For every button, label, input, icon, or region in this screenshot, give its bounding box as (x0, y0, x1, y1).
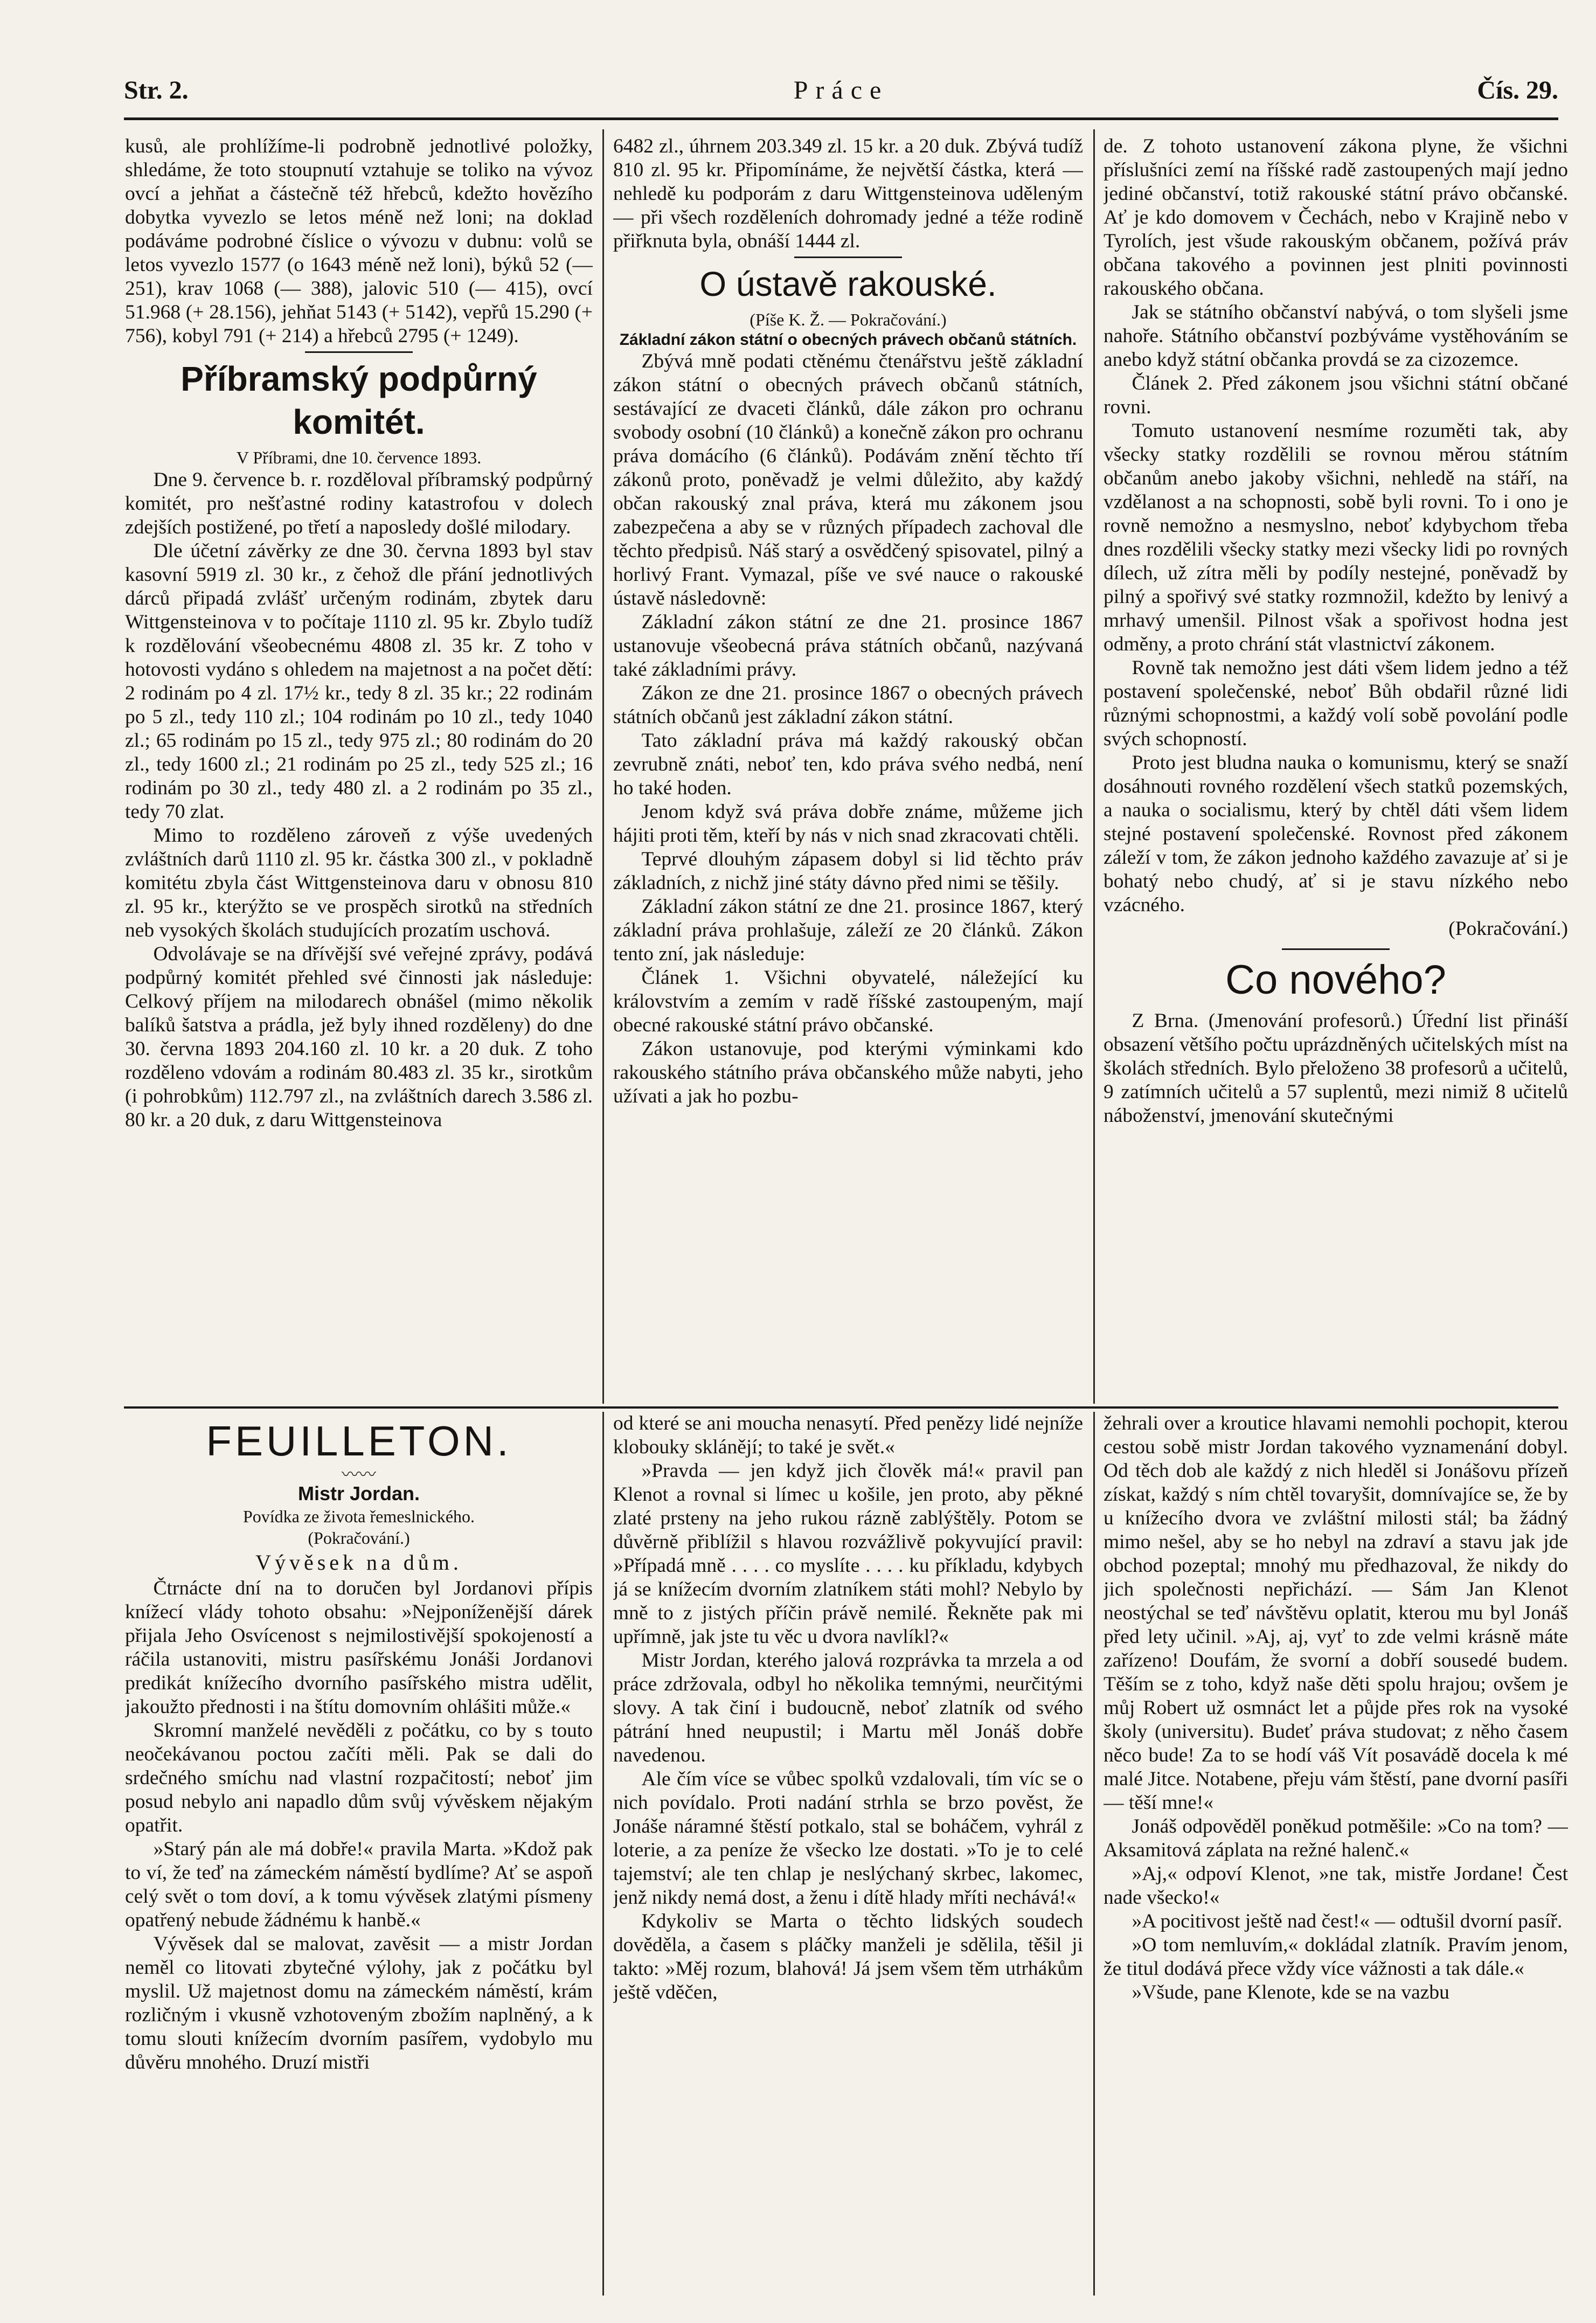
issue-number: Čís. 29. (1477, 76, 1558, 105)
story-text: »Aj,« odpoví Klenot, »ne tak, mistře Jordane! Čest nade všecko!« (1104, 1863, 1568, 1909)
article-text: Článek 2. Před zákonem jsou všichni státní občané rovni. (1104, 372, 1568, 418)
article-text: Základní zákon státní ze dne 21. prosince 1867 ustanovuje všeobecná práva státních občanů, nazývaná také základními právy. (613, 611, 1083, 681)
article-text: Z Brna. (Jmenování profesorů.) Úřední list přináší obsazení většího počtu uprázdněných učitelských míst na školách středních. Bylo přeloženo 38 profesorů a učitelů, 9 zatímních učitelů a 57 suplentů, mezi nimiž 8 učitelů náboženství, jmenování skutečnými (1104, 1010, 1568, 1127)
story-text: Kdykoliv se Marta o těchto lidských soudech dověděla, a časem s pláčky manželi je sdělila, těšil ji takto: »Měj rozum, blahová! Já jsem všem těm utrhákům ještě vděčen, (613, 1910, 1083, 2003)
article-text: Mimo to rozděleno zároveň z výše uvedených zvláštních darů 1110 zl. 95 kr. částka 300 zl., v pokladně komitétu zbyla část Wittgensteinova daru v obnosu 810 zl. 95 kr., kterýžto se ve prospěch sirotků na středních neb vysokých školách studujících prozatím uschová. (125, 824, 593, 941)
story-text: »Starý pán ale má dobře!« pravila Marta. »Kdož pak to ví, že teď na zámeckém náměstí bydlíme? Ať se aspoň celý svět o tom doví, a k tomu vývěsek zlatými písmeny opatřený nebude žádnému k hanbě.« (125, 1838, 593, 1931)
story-text: Vývěsek dal se malovat, zavěsit — a mistr Jordan neměl co litovati zbytečné výlohy, jak z počátku byl myslil. Už majetnost domu na zámeckém náměstí, krám rozličným i vkusně vzhotoveným zbožím naplněný, a k tomu slouti knížecím dvorním pasířem, vydobylo mu důvěru mnohého. Druzí mistři (125, 1933, 593, 2074)
story-text: »A pocitivost ještě nad čest!« — odtušil dvorní pasíř. (1132, 1910, 1563, 1932)
article-text: Teprvé dlouhým zápasem dobyl si lid těchto práv základních, z nichž jiné státy dávno před nimi se těšily. (613, 848, 1083, 894)
article-subheading: Základní zákon státní o obecných právech občanů státních. (619, 331, 1077, 349)
page-number: Str. 2. (124, 76, 189, 105)
article-text: Základní zákon státní ze dne 21. prosince 1867, který základní práva prohlašuje, záleží ze 20 článků. Zákon tento zní, jak následuje: (613, 896, 1083, 965)
article-text: Proto jest bludna nauka o komunismu, který se snaží dosáhnouti rovného rozdělení všech statků pozemských, a nauka o socialismu, který by chtěl dáti všem lidem stejné postavení společenské. Rovnost před zákonem záleží v tom, že zákon jednoho každého zavazuje ať si je bohatý nebo chudý, ať si je stavu nízkého nebo vzácného. (1104, 752, 1568, 916)
story-text: Čtrnácte dní na to doručen byl Jordanovi přípis knížecí vlády tohoto obsahu: »Nejponíženější dárek přijala Jeho Osvícenost s nejmilostivější spokojeností a ráčila ustanoviti, mistru pasířskému Jonáši Jordanovi predikát knížecího dvorního pasířského mistra udělit, jakoužto přednosti i na štítu domovním ohlášiti může.« (125, 1577, 593, 1718)
article-text: Dle účetní závěrky ze dne 30. června 1893 byl stav kasovní 5919 zl. 30 kr., z čehož dle přání jednotlivých dárců připadá zvlášť určeným rodinám, zbytek daru Wittgensteinova v to počítaje 1110 zl. 95 kr. Zbylo tudíž k rozdělování všeobecnému 4808 zl. 35 kr. Z toho v hotovosti vydáno s ohledem na majetnost a na počet dětí: 2 rodinám po 4 zl. 17½ kr., tedy 8 zl. 35 kr.; 22 rodinám po 5 zl., tedy 110 zl.; 104 rodinám po 10 zl., tedy 1040 zl.; 65 rodinám po 15 zl., tedy 975 zl.; 80 rodinám do 20 zl., tedy 1600 zl.; 21 rodinám po 25 zl., tedy 525 zl.; 16 rodinám po 30 zl., tedy 480 zl. a 2 rodinám po 35 zl., tedy 70 zlat. (125, 540, 593, 823)
article-text: Zákon ze dne 21. prosince 1867 o obecných právech státních občanů jest základní zákon státní. (613, 682, 1083, 728)
story-title: Mistr Jordan. (297, 1482, 420, 1504)
article-text: Jenom když svá práva dobře známe, můžeme jich hájiti proti těm, kteří by nás v nich snad zkracovati chtěli. (613, 801, 1083, 847)
section-heading: Co nového? (1225, 957, 1446, 1003)
article-heading: O ústavě rakouské. (699, 265, 997, 303)
column-divider (602, 1412, 604, 2296)
continued-note: (Pokračování.) (308, 1528, 410, 1548)
story-text: Mistr Jordan, kterého jalová rozprávka ta mrzela a od práce zdržovala, odbyl ho několika temnými, neurčitými slovy. A tak činí i budoucně, neboť zlatník od svého pátrání hned neupustil; i Martu měl Jonáš dobře navedenou. (613, 1649, 1083, 1766)
story-text: »O tom nemluvím,« dokládal zlatník. Pravím jenom, že titul dodává přece vždy více vážnosti a tak dále.« (1104, 1934, 1568, 1980)
story-text: od které se ani moucha nenasytí. Před penězy lidé nejníže klobouky sklánějí; to také je svět.« (613, 1412, 1083, 1458)
story-description: Povídka ze života řemeslnického. (242, 1507, 475, 1526)
article-text: Dne 9. července b. r. rozděloval příbramský podpůrný komitét, pro nešťastné rodiny katastrofou v dolech zdejších postižené, po třetí a naposledy došlé milodary. (125, 469, 593, 538)
upper-column-2 (613, 135, 1083, 1396)
story-text: Jonáš odpověděl poněkud potměšile: »Co na tom? — Aksamitová záplata na režné halenč.« (1104, 1815, 1568, 1861)
story-text: Ale čím více se vůbec spolků vzdalovali, tím víc se o nich povídalo. Proti nadání strhla se brzo pověst, že Jonáše náramné štěstí potkalo, stal se boháčem, vyhrál z loterie, a za peníze že všecko lze dostati. »To je to celé tajemství; ale ten chlap je neslýchaný skrbec, lakomec, jenž nikdy nemá dost, a ženu i dítě hlady mříti nechává!« (613, 1768, 1083, 1909)
article-text: Článek 1. Všichni obyvatelé, náležející ku královstvím a zemím v radě říšské zastoupeným, mají obecné rakouské státní právo občanské. (613, 967, 1083, 1036)
article-text: kusů, ale prohlížíme-li podrobně jednotlivé položky, shledáme, že toto stoupnutí vztahuje se toliko na vývoz ovcí a jehňat a částečně též hřebců, kdežto hovězího dobytka vyvezlo se letos méně než loni; na doklad podáváme podrobné číslice o vývozu v dubnu: volů se letos vyvezlo 1577 (o 1643 méně než loni), býků 52 (— 251), krav 1068 (— 388), jalovic 510 (— 415), ovcí 51.968 (+ 28.156), jehňat 5143 (+ 5142), vepřů 15.290 (+ 756), kobyl 791 (+ 214) a hřebců 2795 (+ 1249). (125, 135, 593, 347)
feuilleton-column-3 (1104, 1412, 1568, 2296)
article-heading: Příbramský podpůrný komitét. (181, 359, 537, 441)
upper-column-1 (125, 135, 593, 1396)
column-divider (1093, 129, 1095, 1404)
article-text: 6482 zl., úhrnem 203.349 zl. 15 kr. a 20 duk. Zbývá tudíž 810 zl. 95 kr. Připomínáme, že největší částka, která — nehledě ku podporám z daru Wittgensteinova uděleným — při všech rozděleních dohromady jedné a téže rodině přiřknuta byla, obnáší 1444 zl. (613, 135, 1083, 252)
page-header (124, 75, 1558, 113)
story-text: »Všude, pane Klenote, kde se na vazbu (1132, 1981, 1449, 2003)
newspaper-title: Práce (793, 76, 889, 105)
story-text: »Pravda — jen když jich člověk má!« pravil pan Klenot a rovnal si límec u košile, jen proto, aby pěkné zlaté prsteny na jeho rukou rázně zablýštěly. Potom se důvěrně přiblížil s hlavou rozvážlivě pokyvující pravil: »Případá mně . . . . co myslíte . . . . ku příkladu, kdybych já se knížecím dvorním zlatníkem státi mohl? Nebylo by mně to z jistých příčin právě nemilé. Řekněte pak mi upřímně, jak jste tu věc u dvora navlíkl?« (613, 1460, 1083, 1648)
dateline: V Příbrami, dne 10. července 1893. (236, 448, 482, 467)
article-text: Jak se státního občanství nabývá, o tom slyšeli jsme nahoře. Státního občanství pozbýváme vystěhováním se anebo když státní občanka provdá se za cizozemce. (1104, 301, 1568, 371)
byline: (Píše K. Ž. — Pokračování.) (750, 310, 947, 329)
story-text: žehrali over a kroutice hlavami nemohli pochopit, kterou cestou sobě mistr Jordan takového vyznamenání dobyl. Od těch dob ale každý z nich hleděl si Jonášovu přízeň získat, každý s ním chtěl tovaryšit, domnívajíce se, že by u knížecího dvora ve zvláštní milosti stál; ba žádný mimo nešel, aby se ho nebyl na zdraví a stavu jak jde obchod pozeptal; mnohý mu předhazoval, že nikdy do jich společnosti nepřichází. — Sám Jan Klenot neostýchal se teď návštěvu oplatit, kterou mu byl Jonáš před lety učinil. »Aj, aj, vyť to zde velmi krásně máte zařízeno! Doufám, že svorní a dobří sousedé budem. Těším se z toho, když naše děti spolu hrajou; ovšem je můj Robert už osmnáct let a půjde přes rok na vysoké školy (universitu). Budeť práva studovat; z něho časem něco bude! Za to se hodí váš Vít posavádě docela k mé malé Jitce. Notabene, přeju vám štěstí, pane dvorní pasíři — těší mne!« (1104, 1412, 1568, 1814)
upper-column-3 (1104, 135, 1568, 1396)
separator (1282, 948, 1390, 950)
column-divider (1093, 1412, 1095, 2296)
article-text: Zbývá mně podati ctěnému čtenářstvu ještě základní zákon státní o obecných právech občanů státních, sestávající ze dvaceti článků, dále zákon pro ochranu svobody osobní (10 článků) a konečně zákon pro ochranu práva domácího (6 článků). Podávám znění těchto tří zákonů proto, poněvadž je velmi důležito, aby každý občan rakouský znal práva, která mu zákonem jsou zabezpečena a aby se v různých případech zachoval dle těchto předpisů. Náš starý a osvědčený spisovatel, pilný a horlivý Frant. Vymazal, píše ve své nauce o rakouské ústavě následovně: (613, 350, 1083, 609)
separator (305, 351, 413, 353)
header-rule (124, 117, 1558, 120)
feuilleton-column-1 (125, 1412, 593, 2296)
article-text: Odvolávaje se na dřívější své veřejné zprávy, podává podpůrný komitét přehled své činnosti jak následuje: Celkový příjem na milodarech obnášel (mimo několik balíků šatstva a prádla, jež byly ihned rozděleny) do dne 30. června 1893 204.160 zl. 10 kr. a 20 duk. Z toho rozděleno vdovám a rodinám 80.483 zl. 35 kr., sirotkům (i pohrobkům) 112.797 zl., na zvláštních darech 3.586 zl. 80 kr. a 20 duk, z daru Wittgensteinova (125, 943, 593, 1131)
story-text: Skromní manželé nevěděli z počátku, co by s touto neočekávanou poctou začíti měli. Pak se dali do srdečného smíchu nad vlastní rozpačitostí; neboť jim posud nebylo ani napadlo dům svůj vývěskem nějakým opatřit. (125, 1719, 593, 1836)
feuilleton-rule (124, 1406, 1558, 1409)
continued-note: (Pokračování.) (1448, 918, 1568, 940)
separator (794, 256, 902, 258)
article-text: Zákon ustanovuje, pod kterými výminkami kdo rakouského státního práva občanského může nabyti, jeho užívati a jak ho pozbu- (613, 1038, 1083, 1107)
article-text: Tomuto ustanovení nesmíme rozuměti tak, aby všecky statky rozdělili se rovnou měrou státním občanům anebo jakoby všichni, nehledě na stáří, na vzdělanost a na schopnosti, sobě byli rovni. To i ono je rovně nemožno a nesmyslno, neboť kdybychom třeba dnes rozdělili všecky statky mezi všecky lidi po rovných dílech, už zítra měli by podíly nestejné, poněvadž by pilný a spořivý své statky rozmnožil, kdežto by lenivý a mrhavý umenšil. Pilnost však a spořivost hodna jest odměny, a proto chrání stát vlastnictví zákonem. (1104, 420, 1568, 655)
article-text: de. Z tohoto ustanovení zákona plyne, že všichni příslušníci zemí na říšské radě zastoupených mají jedno jediné občanství, totiž rakouské státní právo občanské. Ať je kdo domovem v Čechách, nebo v Krajině nebo v Tyrolích, jest všude rakouským občanem, požívá práv občana takového a povinnen jest plniti povinnosti rakouského občana. (1104, 135, 1568, 300)
chapter-heading: Vývěsek na dům. (255, 1550, 462, 1575)
feuilleton-title: FEUILLETON. (206, 1417, 512, 1465)
column-divider (602, 129, 604, 1404)
feuilleton-column-2 (613, 1412, 1083, 2296)
article-text: Rovně tak nemožno jest dáti všem lidem jedno a též postavení společenské, neboť Bůh obdařil různé lidi různými schopnostmi, a každý volí sobě povolání podle svých schopností. (1104, 657, 1568, 750)
article-text: Tato základní práva má každý rakouský občan zevrubně znáti, neboť ten, kdo práva svého nedbá, není ho také hoden. (613, 730, 1083, 799)
ornament: 〰〰 (341, 1465, 376, 1484)
